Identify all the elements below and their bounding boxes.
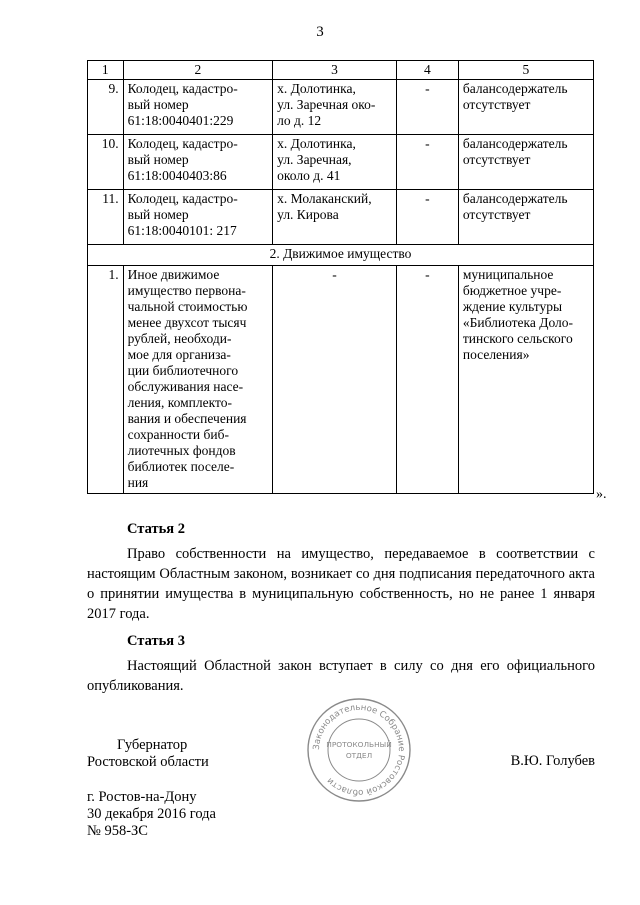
header-col-1: 1 (88, 61, 124, 80)
object-address: - (273, 266, 397, 494)
svg-text:Законодательное Собрание Росто (312, 703, 406, 797)
table-row (88, 266, 594, 494)
row-number: 11. (88, 190, 124, 245)
header-col-5: 5 (458, 61, 593, 80)
property-table (87, 60, 594, 494)
col4-value: - (396, 266, 458, 494)
article-2-text: Право собственности на имущество, передаваемое в соответствии с настоящим Областным законом, возникает со дня подписания передаточного акта о принятии имущества в муниципальную собственность, но не ранее 1 января 2017 года. (87, 546, 595, 622)
col4-value: - (396, 135, 458, 190)
signer-name: В.Ю. Голубев (510, 753, 595, 769)
row-number: 9. (88, 80, 124, 135)
signing-details (87, 789, 216, 840)
page-number: 3 (316, 24, 324, 40)
signing-date: 30 декабря 2016 года (87, 806, 216, 822)
governor-position (87, 737, 247, 771)
object-address: х. Молаканский, ул. Кирова (273, 190, 397, 245)
balance-holder: балансодержатель отсутствует (458, 80, 593, 135)
article-2-title: Статья 2 (127, 521, 185, 537)
table-row (88, 190, 594, 245)
object-name: Колодец, кадастро- вый номер 61:18:0040403:86 (123, 135, 273, 190)
col4-value: - (396, 190, 458, 245)
law-number: № 958-ЗС (87, 823, 148, 839)
table-header-row (88, 61, 594, 80)
article-3-text: Настоящий Областной закон вступает в силу со дня его официального опубликования. (87, 658, 595, 694)
header-col-3: 3 (273, 61, 397, 80)
header-col-4: 4 (396, 61, 458, 80)
object-address: х. Долотинка, ул. Заречная, около д. 41 (273, 135, 397, 190)
balance-holder: балансодержатель отсутствует (458, 135, 593, 190)
seal-center-line-1: ПРОТОКОЛЬНЫЙ (326, 740, 392, 749)
section-row (88, 245, 594, 266)
row-number: 1. (88, 266, 124, 494)
position-line-2: Ростовской области (87, 754, 209, 770)
seal-center-line-2: ОТДЕЛ (345, 751, 373, 760)
article-3-title: Статья 3 (127, 633, 185, 649)
section-title: 2. Движимое имущество (88, 245, 594, 266)
row-number: 10. (88, 135, 124, 190)
seal-stamp (306, 697, 412, 803)
balance-holder: муниципальное бюджетное учре- ждение культуры «Библиотека Доло- тинского сельского поселения» (458, 266, 593, 494)
object-address: х. Долотинка, ул. Заречная око- ло д. 12 (273, 80, 397, 135)
object-name: Колодец, кадастро- вый номер 61:18:0040101: 217 (123, 190, 273, 245)
header-col-2: 2 (123, 61, 273, 80)
table-row (88, 80, 594, 135)
balance-holder: балансодержатель отсутствует (458, 190, 593, 245)
table-row (88, 135, 594, 190)
col4-value: - (396, 80, 458, 135)
position-line-1: Губернатор (117, 737, 188, 753)
object-name: Иное движимое имущество первона- чальной стоимостью менее двухсот тысяч рублей, необходи- мое для организа- ции библиотечного обслуживания насе- ления, комплекто- вания и обеспечения сохранности биб- лиотечных фондов библиотек поселе- ния (123, 266, 273, 494)
object-name: Колодец, кадастро- вый номер 61:18:0040401:229 (123, 80, 273, 135)
signing-place: г. Ростов-на-Дону (87, 789, 197, 805)
closing-quote: ». (596, 487, 607, 502)
seal-ring-text: Законодательное Собрание Ростовской области (311, 702, 407, 798)
